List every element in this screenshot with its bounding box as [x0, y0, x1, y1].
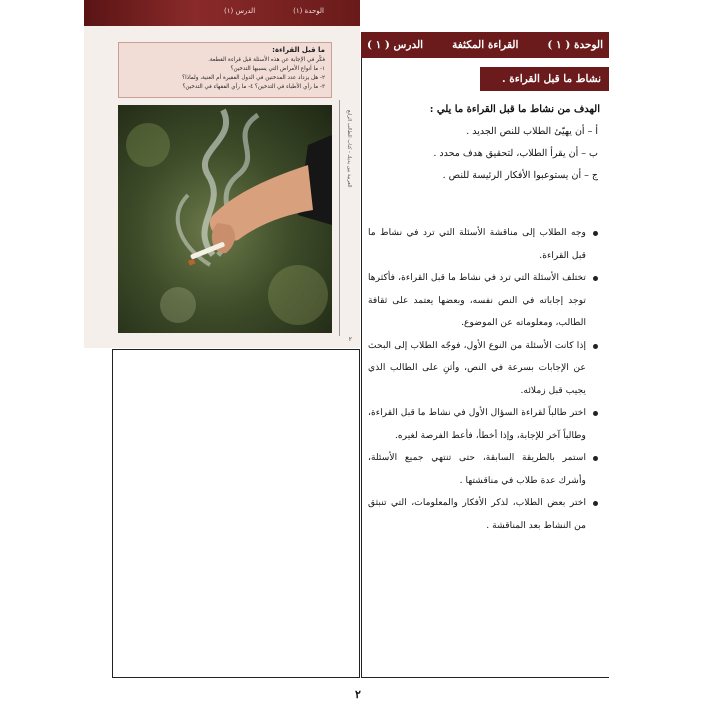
goal-title: الهدف من نشاط ما قبل القراءة ما يلي : — [429, 104, 600, 115]
bullet-icon — [593, 456, 598, 461]
instruction-text: إذا كانت الأسئلة من النوع الأول، فوجّه الطلاب إلى البحث عن الإجابات بسرعة في النص، وأثنِ على الطالب الذي يجيب قبل زملائه. — [368, 339, 586, 396]
pre-reading-box — [118, 42, 332, 98]
activity-title: نشاط ما قبل القراءة . — [501, 73, 601, 85]
bullet-icon — [593, 276, 598, 281]
instruction-item — [368, 267, 600, 335]
cigarette-smoke-photo — [118, 105, 332, 333]
instruction-text: تختلف الأسئلة التي ترد في نشاط ما قبل القراءة، فأكثرها توجد إجاباته في النص نفسه، وبعضها يعتمد على ثقافة الطالب، ومعلوماته عن الموضوع. — [368, 272, 586, 328]
instruction-item — [368, 447, 600, 492]
unit-label: الوحدة ( ١ ) — [547, 39, 603, 51]
bullet-icon — [593, 231, 598, 236]
pre-reading-line: ٢- هل يزداد عدد المدخنين في الدول الفقيرة أم الغنية، ولماذا؟ — [182, 75, 325, 81]
activity-title-bar — [480, 67, 609, 91]
instruction-item — [368, 335, 600, 403]
pre-reading-line: ١- ما أنواع الأمراض التي يسببها التدخين؟ — [230, 66, 325, 72]
instruction-text: اختر طالباً لقراءة السؤال الأول في نشاط ما قبل القراءة، وطالباً آخر للإجابة، وإذا أخطأ، فأعط الفرصة لغيره. — [368, 407, 586, 441]
goal-item: أ – أن يهيّئ الطلاب للنص الجديد . — [466, 126, 598, 137]
unit-header-bar — [361, 32, 609, 58]
textbook-margin-rule — [339, 100, 340, 336]
textbook-page-number: ٢ — [348, 336, 352, 343]
bullet-icon — [593, 501, 598, 506]
instruction-item — [368, 222, 600, 267]
page-number: ٢ — [355, 688, 361, 701]
goal-item: ج – أن يستوعبوا الأفكار الرئيسة للنص . — [442, 170, 598, 181]
instruction-list — [368, 222, 600, 537]
instruction-item — [368, 402, 600, 447]
textbook-header-unit: الوحدة (١) — [293, 7, 324, 15]
goal-section — [368, 104, 600, 191]
instruction-text: استمر بالطريقة السابقة، حتى تنتهي جميع الأسئلة، وأشرك عدة طلاب في مناقشتها . — [368, 452, 586, 486]
pre-reading-box-title: ما قبل القراءة: — [272, 46, 325, 54]
instruction-text: اختر بعض الطلاب، لذكر الأفكار والمعلومات، التي تنبثق من النشاط بعد المناقشة . — [368, 497, 586, 531]
pre-reading-line: ٣- ما رأي الأطباء في التدخين؟ ٤- ما رأي الفقهاء في التدخين؟ — [182, 84, 325, 90]
section-label: القراءة المكثفة — [452, 39, 519, 51]
lesson-label: الدرس ( ١ ) — [367, 39, 424, 51]
pre-reading-line: فكّر في الإجابة عن هذه الأسئلة قبل قراءة القطعة. — [208, 57, 325, 63]
textbook-header-bar — [84, 0, 360, 26]
bullet-icon — [593, 344, 598, 349]
instruction-text: وجه الطلاب إلى مناقشة الأسئلة التي ترد في نشاط ما قبل القراءة. — [368, 227, 586, 261]
instruction-item — [368, 492, 600, 537]
textbook-side-caption: العربية بين يديك - كتاب الطالب الرابع — [346, 110, 352, 188]
textbook-header-lesson: الدرس (١) — [224, 7, 256, 15]
bullet-icon — [593, 411, 598, 416]
goal-item: ب – أن يقرأ الطلاب، لتحقيق هدف محدد . — [433, 148, 598, 159]
textbook-page-thumbnail — [84, 0, 360, 348]
notes-box — [112, 349, 360, 678]
